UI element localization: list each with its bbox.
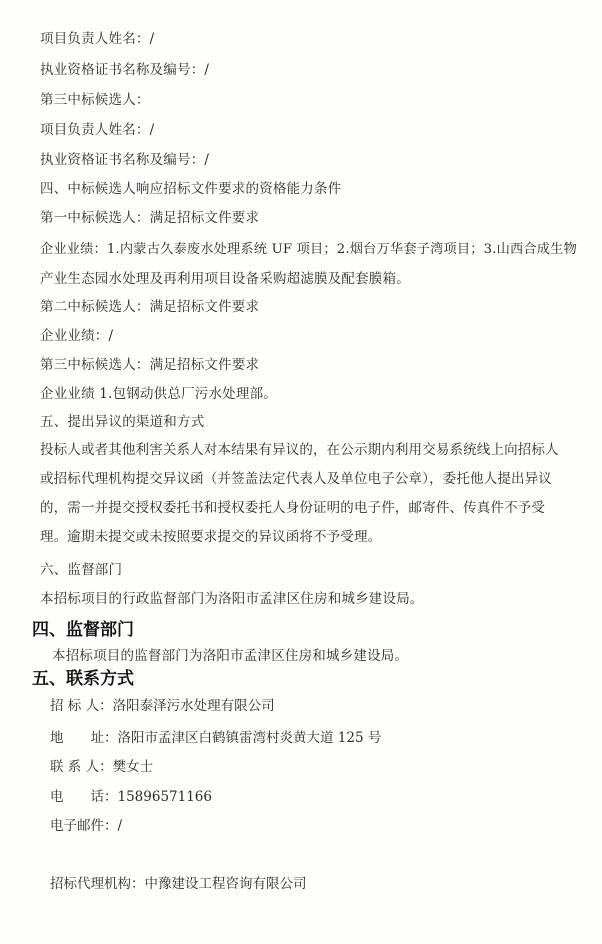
first-candidate-performance-line2: 产业生态园水处理及再利用项目设备采购超滤膜及配套膜箱。	[40, 271, 410, 287]
email-row	[50, 817, 122, 835]
agency-row	[50, 875, 307, 893]
qualification-cert-2: 执业资格证书名称及编号：/	[40, 62, 210, 78]
supervision-heading: 四、监督部门	[32, 620, 134, 640]
address-label: 地 址：	[50, 730, 118, 746]
agency-label: 招标代理机构：	[50, 876, 145, 892]
contact-person-row	[50, 758, 153, 776]
first-candidate-performance-line1: 企业业绩：1.内蒙古久泰废水处理系统 UF 项目；2.烟台万华套子湾项目；3.山西合成生物	[40, 242, 577, 257]
tenderer-label: 招 标 人：	[50, 698, 113, 714]
tenderer-row	[50, 697, 275, 715]
project-manager-name-2: 项目负责人姓名：/	[40, 31, 155, 47]
email-value: /	[117, 818, 123, 834]
section-four-qualification-heading: 四、中标候选人响应招标文件要求的资格能力条件	[40, 181, 342, 197]
tenderer-value: 洛阳泰泽污水处理有限公司	[112, 698, 275, 714]
second-candidate-performance: 企业业绩：/	[40, 328, 114, 344]
phone-row	[50, 788, 212, 806]
administrative-supervision-text: 本招标项目的行政监督部门为洛阳市孟津区住房和城乡建设局。	[40, 591, 424, 607]
first-candidate-qualification: 第一中标候选人：满足招标文件要求	[40, 210, 260, 226]
third-candidate-label: 第三中标候选人：	[40, 92, 150, 108]
address-value: 洛阳市孟津区白鹤镇雷湾村炎黄大道 125 号	[117, 730, 382, 746]
phone-label: 电 话：	[50, 789, 118, 805]
agency-value: 中豫建设工程咨询有限公司	[144, 876, 307, 892]
phone-value: 15896571166	[117, 789, 212, 805]
qualification-cert-3: 执业资格证书名称及编号：/	[40, 152, 210, 168]
third-candidate-qualification: 第三中标候选人：满足招标文件要求	[40, 357, 260, 373]
contact-heading: 五、联系方式	[32, 669, 134, 689]
section-six-supervision-heading: 六、监督部门	[40, 562, 123, 578]
address-row	[50, 729, 381, 747]
project-manager-name-3: 项目负责人姓名：/	[40, 122, 155, 138]
supervision-text: 本招标项目的监督部门为洛阳市孟津区住房和城乡建设局。	[52, 648, 409, 664]
contact-person-label: 联 系 人：	[50, 759, 113, 775]
second-candidate-qualification: 第二中标候选人：满足招标文件要求	[40, 299, 260, 315]
objection-paragraph: 投标人或者其他利害关系人对本结果有异议的，在公示期内利用交易系统线上向招标人或招标代理机构提交异议函（并签盖法定代表人及单位电子公章），委托他人提出异议的，需一并提交授权委托书和授权委托人身份证明的电子件，邮寄件、传真件不予受理。逾期未提交或未按照要求提交的异议函将不予受理。	[40, 442, 559, 545]
section-five-objection-heading: 五、提出异议的渠道和方式	[40, 414, 205, 430]
contact-person-value: 樊女士	[112, 759, 154, 775]
email-label: 电子邮件：	[50, 818, 118, 834]
third-candidate-performance: 企业业绩 1.包钢动供总厂污水处理部。	[40, 386, 277, 402]
